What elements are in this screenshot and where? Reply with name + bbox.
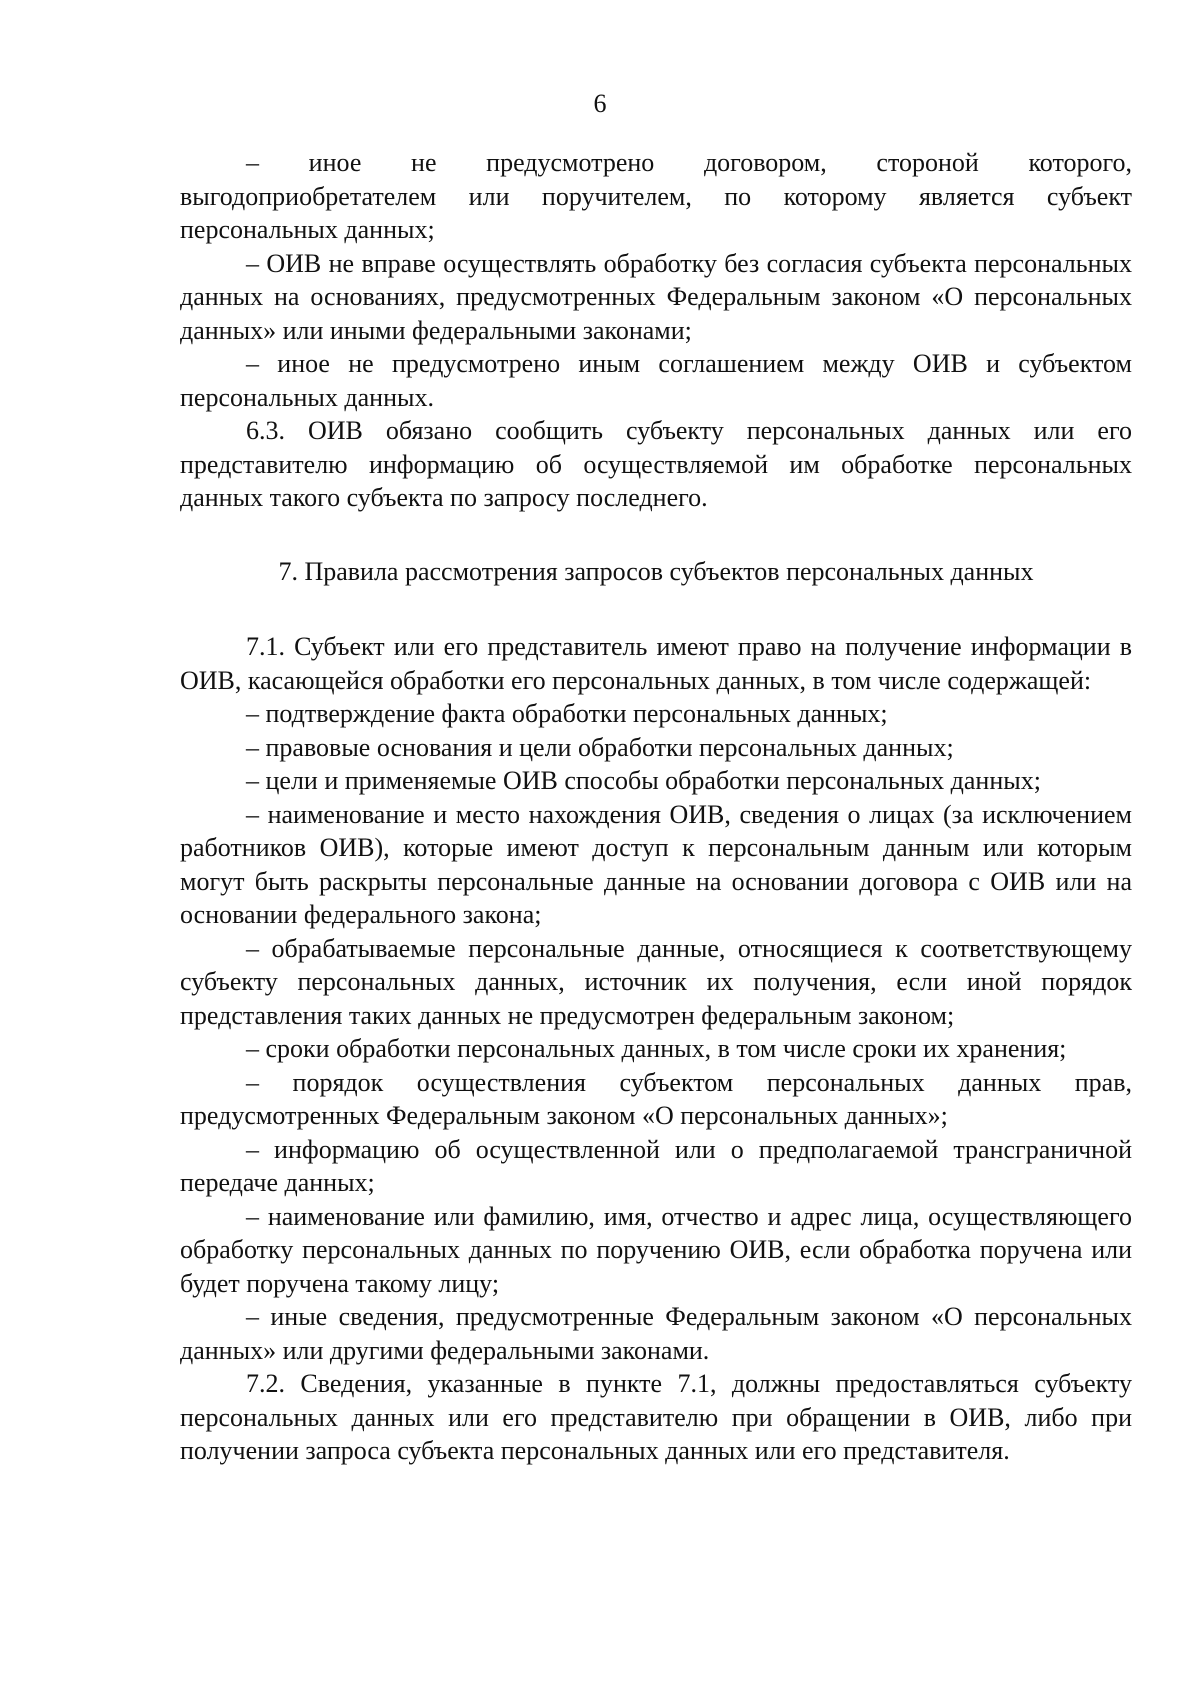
list-item-processing-terms: – сроки обработки персональных данных, в том числе сроки их хранения; [246,1034,1067,1063]
list-item-purposes-methods: – цели и применяемые ОИВ способы обработки персональных данных; [246,766,1041,795]
paragraph-7-2: 7.2. Сведения, указанные в пункте 7.1, должны предоставляться субъекту персональных данных или его представителю при обращении в ОИВ, либо при получении запроса субъекта персональных данных или его представителя. [180,1369,1132,1465]
list-item-rights-procedure: – порядок осуществления субъектом персональных данных прав, предусмотренных Федеральным законом «О персональных данных»; [180,1067,1132,1130]
paragraph-6-3: 6.3. ОИВ обязано сообщить субъекту персональных данных или его представителю информацию об осуществляемой им обработке персональных данных такого субъекта по запросу последнего. [180,416,1132,512]
list-item-cross-border: – информацию об осуществленной или о предполагаемой трансграничной передаче данных; [180,1134,1132,1197]
page-number: 6 [593,89,607,118]
list-item-other-info: – иные сведения, предусмотренные Федеральным законом «О персональных данных» или другими федеральными законами. [180,1302,1132,1365]
paragraph-other-contract: – иное не предусмотрено договором, стороной которого, выгодоприобретателем или поручителем, по которому является субъект персональных данных; [180,148,1132,244]
list-item-processed-data: – обрабатываемые персональные данные, относящиеся к соответствующему субъекту персональных данных, источник их получения, если иной порядок представления таких данных не предусмотрен федеральным законом; [180,933,1132,1030]
paragraph-consent-exception: – ОИВ не вправе осуществлять обработку без согласия субъекта персональных данных на основаниях, предусмотренных Федеральным законом «О персональных данных» или иными федеральными законами; [180,248,1132,345]
list-item-processor: – наименование или фамилию, имя, отчество и адрес лица, осуществляющего обработку персональных данных по поручению ОИВ, если обработка поручена или будет поручена такому лицу; [180,1201,1132,1298]
paragraph-other-agreement: – иное не предусмотрено иным соглашением между ОИВ и субъектом персональных данных. [180,349,1132,412]
list-item-confirmation: – подтверждение факта обработки персональных данных; [246,699,888,728]
paragraph-7-1: 7.1. Субъект или его представитель имеют право на получение информации в ОИВ, касающейся обработки его персональных данных, в том числе содержащей: [180,632,1132,695]
list-item-name-location: – наименование и место нахождения ОИВ, сведения о лицах (за исключением работников ОИВ), которые имеют доступ к персональным данным или которым могут быть раскрыты персональные данные на основании договора с ОИВ или на основании федерального закона; [180,799,1132,929]
section-heading: 7. Правила рассмотрения запросов субъектов персональных данных [278,556,1034,586]
document-body [180,146,1132,1468]
list-item-legal-grounds: – правовые основания и цели обработки персональных данных; [246,732,954,762]
